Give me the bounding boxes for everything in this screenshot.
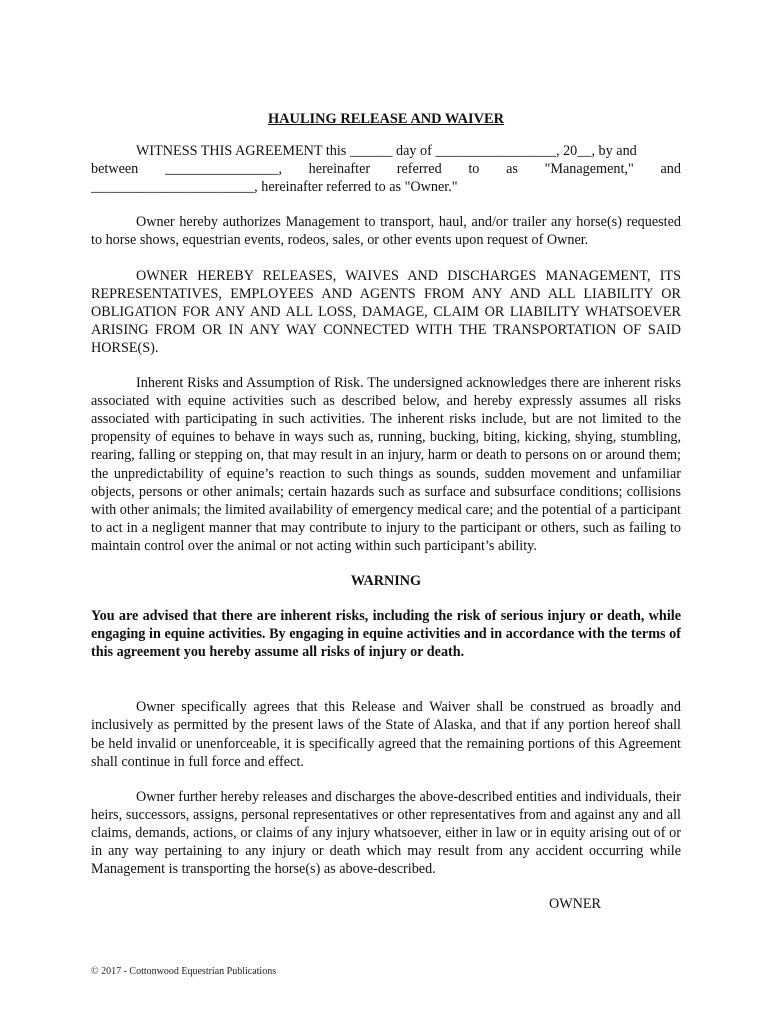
construction-paragraph: Owner specifically agrees that this Release and Waiver shall be construed as broadly and inclusively as permitted by the present laws of the State of Alaska, and that if any portion hereof shall be held invalid or unenforceable, it is specifically agreed that the remaining portions of this Agreement shall continue in full force and effect. [91,699,681,770]
footer-copyright: © 2017 - Cottonwood Equestrian Publications [91,966,277,977]
inherent-risks-paragraph: Inherent Risks and Assumption of Risk. The undersigned acknowledges there are inherent risks associated with equine activities such as described below, and hereby expressly assumes all risks associated with participating in such activities. The inherent risks include, but are not limited to the propensity of equines to behave in ways such as, running, bucking, biting, kicking, shying, stumbling, rearing, falling or stepping on, that may result in an injury, harm or death to persons on or around them; the unpredictability of equine’s reaction to such things as sounds, sudden movement and unfamiliar objects, persons or other animals; certain hazards such as surface and subsurface conditions; collisions with other animals; the limited availability of emergency medical care; and the potential of a participant to act in a negligent manner that may contribute to injury to the participant or others, such as failing to maintain control over the animal or not acting within such participant’s ability. [91,375,681,554]
witness-line-2 [91,160,681,178]
release-paragraph: OWNER HEREBY RELEASES, WAIVES AND DISCHARGES MANAGEMENT, ITS REPRESENTATIVES, EMPLOYEES AND AGENTS FROM ANY AND ALL LIABILITY OR OBLIGATION FOR ANY AND ALL LOSS, DAMAGE, CLAIM OR LIABILITY WHATSOEVER ARISING FROM OR IN ANY WAY CONNECTED WITH THE TRANSPORTATION OF SAID HORSE(S). [91,267,681,356]
witness-word: referred [396,161,442,178]
warning-heading: WARNING [350,572,422,589]
witness-word: to [468,161,480,178]
witness-block [91,142,681,196]
witness-line-1: WITNESS THIS AGREEMENT this ______ day of _________________, 20__, by and [136,143,637,160]
authorization-paragraph: Owner hereby authorizes Management to transport, haul, and/or trailer any horse(s) requested to horse shows, equestrian events, rodeos, sales, or other events upon request of Owner. [91,214,681,249]
warning-text: You are advised that there are inherent risks, including the risk of serious injury or death, while engaging in equine activities. By engaging in equine activities and in accordance with the terms of this agreement you hereby assume all risks of injury or death. [91,608,681,661]
owner-signature-label: OWNER [548,896,601,913]
witness-line-3: _______________________, hereinafter referred to as "Owner." [91,179,458,196]
witness-word: "Management," [544,161,634,178]
further-release-paragraph: Owner further hereby releases and discharges the above-described entities and individuals, their heirs, successors, assigns, personal representatives or other representatives from and against any and all claims, demands, actions, or claims of any injury whatsoever, either in law or in equity arising out of or in any way pertaining to any injury or death which may result from any accident occurring while Management is transporting the horse(s) as above-described. [91,788,681,878]
witness-word: between [91,161,139,178]
witness-word: as [506,161,518,178]
witness-word: hereinafter [308,161,371,178]
document-page [91,110,681,913]
document-title: HAULING RELEASE AND WAIVER [267,111,505,127]
witness-word: and [660,161,681,178]
management-blank: ________________, [164,161,282,178]
